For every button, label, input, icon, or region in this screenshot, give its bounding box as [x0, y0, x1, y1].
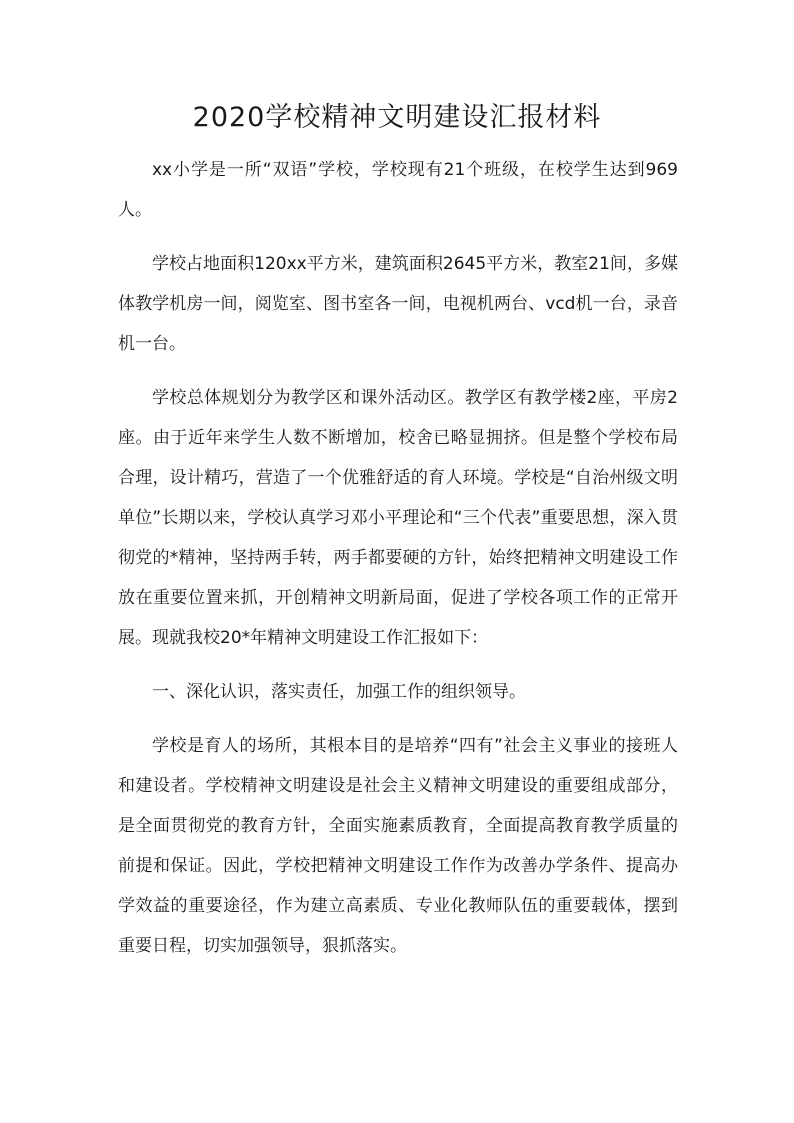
paragraph-section-1-body: 学校是育人的场所，其根本目的是培养“四有”社会主义事业的接班人和建设者。学校精神文明建设是社会主义精神文明建设的重要组成部分，是全面贯彻党的教育方针，全面实施素质教育，全面提高教育教学质量的前提和保证。因此，学校把精神文明建设工作作为改善办学条件、提高办学效益的重要途径，作为建立高素质、专业化教师队伍的重要载体，摆到重要日程，切实加强领导，狠抓落实。: [118, 736, 678, 956]
paragraph-school-overview: xx小学是一所“双语”学校，学校现有21个班级，在校学生达到969人。: [118, 160, 678, 220]
paragraph-school-facilities: 学校占地面积120xx平方米，建筑面积2645平方米，教室21间，多媒体教学机房一间，阅览室、图书室各一间，电视机两台、vcd机一台，录音机一台。: [118, 254, 678, 354]
document-body: [118, 150, 678, 980]
paragraph-school-layout: 学校总体规划分为教学区和课外活动区。教学区有教学楼2座，平房2座。由于近年来学生人数不断增加，校舍已略显拥挤。但是整个学校布局合理，设计精巧，营造了一个优雅舒适的育人环境。学校是“自治州级文明单位”长期以来，学校认真学习邓小平理论和“三个代表”重要思想，深入贯彻党的*精神，坚持两手转，两手都要硬的方针，始终把精神文明建设工作放在重要位置来抓，开创精神文明新局面，促进了学校各项工作的正常开展。现就我校20*年精神文明建设工作汇报如下：: [118, 388, 678, 648]
document-title: 2020学校精神文明建设汇报材料: [192, 102, 602, 133]
section-heading-1: 一、深化认识，落实责任，加强工作的组织领导。: [152, 682, 526, 702]
